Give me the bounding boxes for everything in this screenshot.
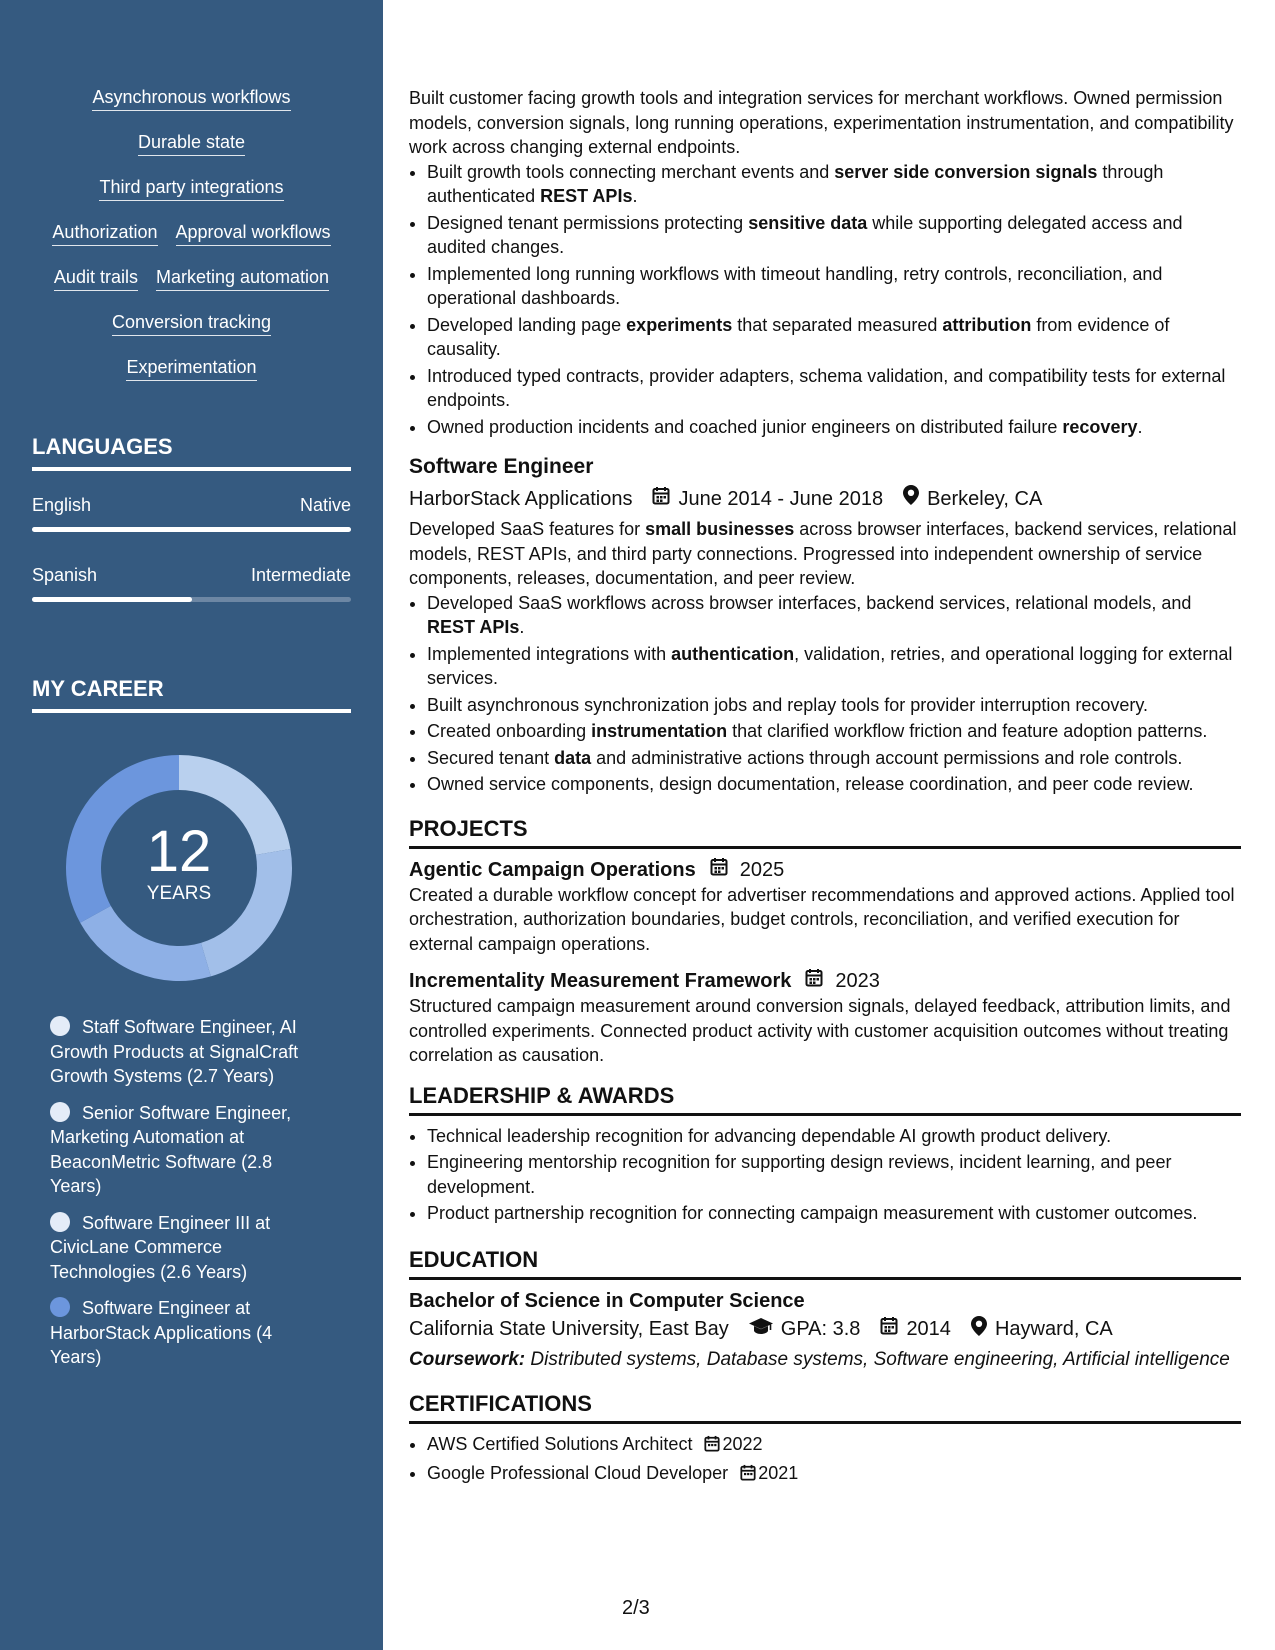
skill-row bbox=[0, 86, 383, 131]
certification-name: Google Professional Cloud Developer bbox=[427, 1462, 729, 1483]
skill-tag: Authorization bbox=[52, 221, 157, 246]
career-item bbox=[50, 1015, 320, 1089]
skill-row bbox=[0, 356, 383, 401]
skill-tag: Experimentation bbox=[126, 356, 256, 381]
career-item-text: Senior Software Engineer, Marketing Automation at BeaconMetric Software (2.8 Years) bbox=[50, 1102, 292, 1196]
skill-tag: Approval workflows bbox=[176, 221, 331, 246]
career-item-text: Software Engineer III at CivicLane Commerce Technologies (2.6 Years) bbox=[50, 1212, 271, 1282]
bold-text: data bbox=[554, 747, 592, 768]
location-pin-icon bbox=[903, 485, 919, 512]
graduation-year: 2014 bbox=[906, 1318, 951, 1340]
project-year: 2025 bbox=[739, 858, 785, 881]
bullet-item: • Introduced typed contracts, provider adapters, schema validation, and compatibility tests for external endpoints. bbox=[427, 364, 1241, 413]
certification-item bbox=[427, 1461, 1241, 1488]
skill-tag: Durable state bbox=[138, 131, 245, 156]
school-name: California State University, East Bay bbox=[409, 1318, 729, 1340]
bold-text: experiments bbox=[626, 314, 733, 335]
calendar-icon bbox=[740, 1463, 756, 1488]
project-item bbox=[409, 968, 1241, 1068]
skill-row bbox=[0, 266, 383, 311]
coursework bbox=[409, 1348, 1241, 1373]
project-title: Agentic Campaign Operations bbox=[409, 858, 696, 881]
graduation-cap-icon bbox=[749, 1316, 773, 1342]
job-bullets bbox=[409, 591, 1241, 797]
bullet-item: • Developed SaaS workflows across browser interfaces, backend services, relational models, and REST APIs. bbox=[427, 591, 1241, 640]
bold-text: attribution bbox=[942, 314, 1032, 335]
certification-name: AWS Certified Solutions Architect bbox=[427, 1434, 693, 1454]
skill-tag: Marketing automation bbox=[156, 266, 329, 291]
language-name: English bbox=[32, 495, 92, 515]
calendar-icon bbox=[805, 968, 823, 994]
skill-row bbox=[0, 221, 383, 266]
calendar-icon bbox=[652, 486, 670, 512]
bullet-item: • Owned production incidents and coached junior engineers on distributed failure recovery. bbox=[427, 415, 1241, 440]
bullet-item: • Owned service components, design documentation, release coordination, and peer code review. bbox=[427, 772, 1241, 797]
career-heading: MY CAREER bbox=[32, 675, 351, 713]
education-meta bbox=[409, 1316, 1241, 1343]
job-company: HarborStack Applications bbox=[409, 487, 633, 510]
language-proficiency-fill bbox=[32, 527, 351, 532]
bullet-item: • Implemented long running workflows with timeout handling, retry controls, reconciliation, and operational dashboards. bbox=[427, 262, 1241, 311]
location-pin-icon bbox=[971, 1316, 987, 1343]
award-item: • Product partnership recognition for connecting campaign measurement with customer outcomes. bbox=[427, 1201, 1241, 1226]
certification-item bbox=[427, 1432, 1241, 1459]
skill-row bbox=[0, 176, 383, 221]
career-donut-chart bbox=[66, 755, 292, 981]
project-year: 2023 bbox=[835, 970, 880, 992]
job-dates: June 2014 - June 2018 bbox=[678, 487, 884, 510]
project-description: Structured campaign measurement around conversion signals, delayed feedback, attribution limits, and controlled experiments. Connected product activity with customer acquisition outcomes without treating correlation as causation. bbox=[409, 996, 1231, 1065]
certifications-heading: CERTIFICATIONS bbox=[409, 1390, 1241, 1424]
bullet-item: • Secured tenant data and administrative actions through account permissions and role controls. bbox=[427, 746, 1241, 771]
job-summary: Developed SaaS features for small businesses across browser interfaces, backend services, relational models, REST APIs, and third party connections. Progressed into independent ownership of service components, releases, documentation, and peer review. bbox=[409, 519, 1237, 588]
job-title: Software Engineer bbox=[409, 455, 594, 478]
legend-dot bbox=[50, 1016, 70, 1036]
skill-tag: Audit trails bbox=[54, 266, 138, 291]
leadership-heading: LEADERSHIP & AWARDS bbox=[409, 1082, 1241, 1116]
calendar-icon bbox=[880, 1316, 898, 1342]
calendar-icon bbox=[704, 1434, 720, 1459]
skills-list bbox=[0, 86, 383, 401]
bold-text: authentication bbox=[671, 643, 795, 664]
bold-text: recovery bbox=[1062, 416, 1138, 437]
skill-tag: Third party integrations bbox=[99, 176, 283, 201]
skill-row bbox=[0, 131, 383, 176]
certification-year: 2022 bbox=[722, 1434, 763, 1454]
language-proficiency-fill bbox=[32, 597, 192, 602]
coursework-list: Distributed systems, Database systems, Software engineering, Artificial intelligence bbox=[525, 1348, 1230, 1370]
language-proficiency-bar bbox=[32, 527, 351, 532]
award-item: • Engineering mentorship recognition for supporting design reviews, incident learning, and peer development. bbox=[427, 1150, 1241, 1199]
award-item: • Technical leadership recognition for advancing dependable AI growth product delivery. bbox=[427, 1124, 1241, 1149]
skill-tag: Conversion tracking bbox=[112, 311, 271, 336]
projects-heading: PROJECTS bbox=[409, 815, 1241, 849]
bullet-item: • Implemented integrations with authentication, validation, retries, and operational logging for external services. bbox=[427, 642, 1241, 691]
education-heading: EDUCATION bbox=[409, 1246, 1241, 1280]
skill-tag: Asynchronous workflows bbox=[92, 86, 290, 111]
career-item bbox=[50, 1211, 320, 1285]
career-total-years: 12 bbox=[146, 819, 212, 884]
project-title-row bbox=[409, 968, 1241, 994]
coursework-label: Coursework: bbox=[409, 1348, 526, 1370]
bold-text: REST APIs bbox=[540, 186, 633, 206]
language-level: Native bbox=[299, 495, 351, 515]
skill-row bbox=[0, 311, 383, 356]
career-item bbox=[50, 1296, 320, 1370]
language-spanish bbox=[32, 564, 351, 602]
page-number: 2/3 bbox=[622, 1597, 650, 1619]
bold-text: REST APIs bbox=[427, 617, 520, 637]
bold-text: server side conversion signals bbox=[834, 161, 1098, 182]
bullet-item: • Designed tenant permissions protecting sensitive data while supporting delegated access and audited changes. bbox=[427, 211, 1241, 260]
career-total-unit: YEARS bbox=[146, 883, 212, 904]
job-location: Berkeley, CA bbox=[927, 487, 1043, 510]
bullet-item: • Developed landing page experiments that separated measured attribution from evidence of causality. bbox=[427, 313, 1241, 362]
bold-text: sensitive data bbox=[748, 212, 868, 233]
certifications-list bbox=[409, 1432, 1241, 1487]
calendar-icon bbox=[710, 857, 728, 883]
career-legend bbox=[50, 1015, 320, 1382]
bold-text: instrumentation bbox=[591, 721, 728, 741]
legend-dot bbox=[50, 1102, 70, 1122]
legend-dot bbox=[50, 1212, 70, 1232]
bullet-item: • Built growth tools connecting merchant events and server side conversion signals through authenticated REST APIs. bbox=[427, 160, 1241, 209]
gpa: GPA: 3.8 bbox=[780, 1318, 861, 1340]
languages-heading: LANGUAGES bbox=[32, 433, 351, 471]
career-item-text: Software Engineer at HarborStack Applications (4 Years) bbox=[50, 1298, 273, 1367]
career-item bbox=[50, 1101, 320, 1199]
bullet-item: • Built asynchronous synchronization jobs and replay tools for provider interruption recovery. bbox=[427, 693, 1241, 718]
role-bullets bbox=[409, 160, 1241, 440]
sidebar bbox=[0, 0, 383, 1650]
school-location: Hayward, CA bbox=[994, 1318, 1113, 1340]
career-item-text: Staff Software Engineer, AI Growth Products at SignalCraft Growth Systems (2.7 Years) bbox=[50, 1017, 299, 1086]
bullet-item: • Created onboarding instrumentation that clarified workflow friction and feature adoption patterns. bbox=[427, 719, 1241, 744]
project-description: Created a durable workflow concept for advertiser recommendations and approved actions. Applied tool orchestration, authorization boundaries, budget controls, reconciliation, and verified execution for external campaign operations. bbox=[409, 884, 1235, 954]
language-proficiency-bar bbox=[32, 597, 351, 602]
language-english bbox=[32, 494, 351, 532]
leadership-list bbox=[409, 1124, 1241, 1226]
language-name: Spanish bbox=[32, 565, 98, 585]
bold-text: small businesses bbox=[645, 519, 795, 539]
job-meta bbox=[409, 485, 1241, 512]
main-content bbox=[409, 86, 1241, 1489]
language-level: Intermediate bbox=[250, 565, 351, 585]
project-title: Incrementality Measurement Framework bbox=[409, 970, 792, 992]
certification-year: 2021 bbox=[758, 1462, 799, 1483]
career-total bbox=[66, 755, 292, 981]
degree: Bachelor of Science in Computer Science bbox=[409, 1289, 805, 1312]
project-title-row bbox=[409, 857, 1241, 883]
legend-dot bbox=[50, 1297, 70, 1317]
role-summary: Built customer facing growth tools and integration services for merchant workflows. Owned permission models, conversion signals, long running operations, experimentation instrumentation, and compatibility work across changing external endpoints. bbox=[409, 88, 1234, 157]
project-item bbox=[409, 857, 1241, 957]
